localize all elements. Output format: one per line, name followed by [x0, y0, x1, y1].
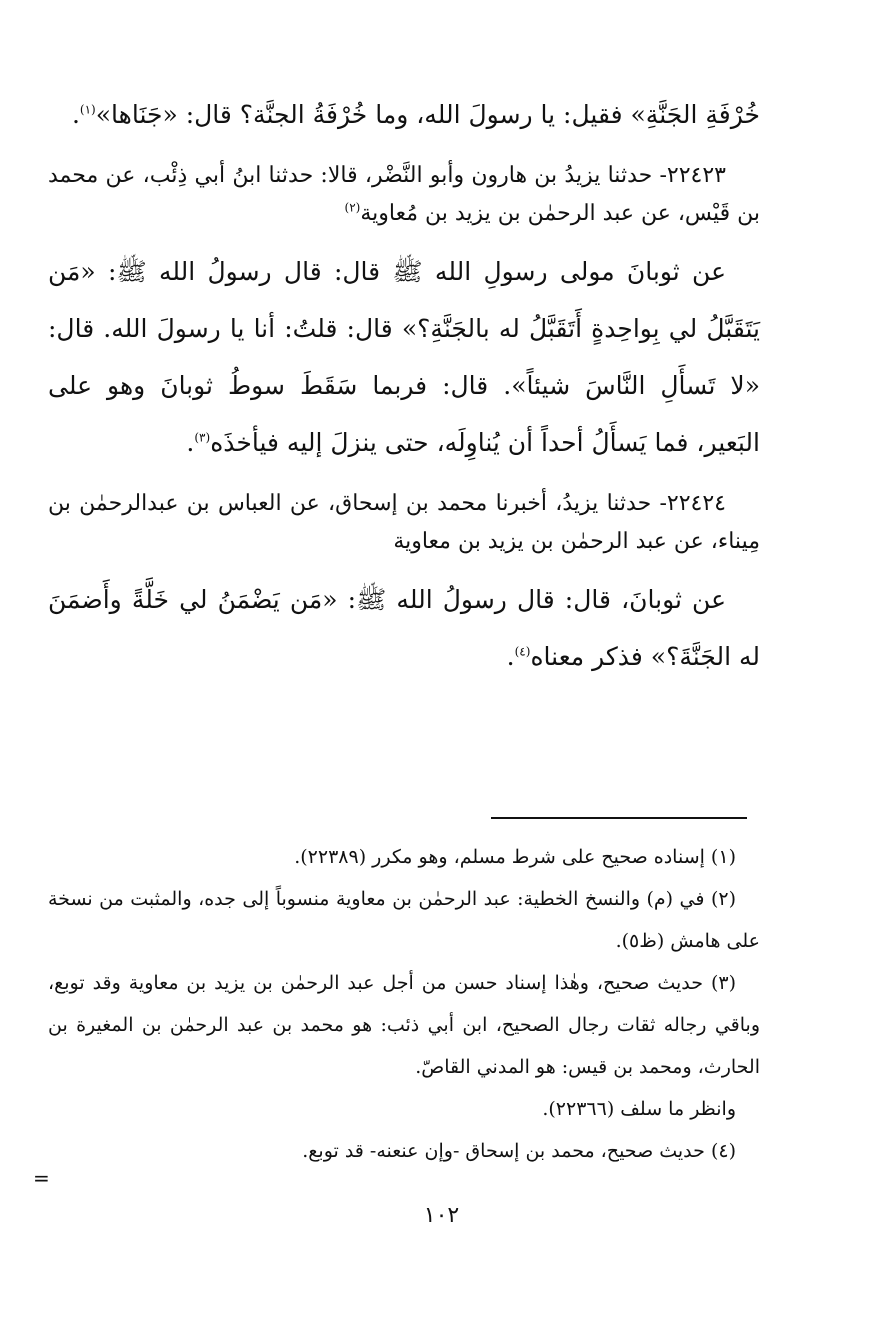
paragraph-tail: .	[506, 642, 515, 671]
footnote-3: (٣) حديث صحيح، وهٰذا إسناد حسن من أجل عبد الرحمٰن بن يزيد بن معاوية وقد توبع، وباقي رجاله ثقات رجال الصحيح، ابن أبي ذئب: هو محمد بن عبد الرحمٰن بن المغيرة بن الحارث، ومحمد بن قيس: هو المدني القاصّ.	[48, 972, 760, 1078]
paragraph-text: خُرْفَةِ الجَنَّةِ» فقيل: يا رسولَ الله، وما خُرْفَةُ الجنَّة؟ قال: «جَنَاها»	[95, 100, 760, 129]
footnote-3-see-also: وانظر ما سلف (٢٢٣٦٦).	[542, 1098, 736, 1120]
page-number: ١٠٢	[423, 1203, 460, 1228]
paragraph-text: ٢٢٤٢٣- حدثنا يزيدُ بن هارون وأبو النَّضْر، قالا: حدثنا ابنُ أبي ذِئْب، عن محمد بن قَيْس، عن عبد الرحمٰن بن يزيد بن مُعاوية	[48, 163, 760, 226]
footnote-ref-3: (٣)	[194, 430, 211, 445]
footnote-separator	[491, 817, 747, 819]
hadith-22424-isnad	[48, 485, 760, 561]
paragraph-text: عن ثوبانَ، قال: قال رسولُ الله ﷺ: «مَن يَضْمَنُ لي خَلَّةً وأَضمَنَ له الجَنَّةَ؟» فذكر معناه	[48, 585, 760, 671]
hadith-22423-isnad	[48, 157, 760, 233]
paragraph-text: عن ثوبانَ مولى رسولِ الله ﷺ قال: قال رسولُ الله ﷺ: «مَن يَتَقَبَّلُ لي بِواحِدةٍ أَتَقَبَّلُ له بالجَنَّةِ؟» قال: قلتُ: أنا يا رسولَ الله. قال: «لا تَسأَلِ النَّاسَ شيئاً». قال: فربما سَقَطَ سوطُ ثوبانَ وهو على البَعير، فما يَسأَلُ أحداً أن يُناوِلَه، حتى ينزلَ إليه فيأخذَه	[48, 257, 760, 457]
main-text	[48, 86, 760, 685]
footnote-4: (٤) حديث صحيح، محمد بن إسحاق -وإن عنعنه- قد توبع.	[302, 1140, 736, 1162]
footnotes	[48, 836, 760, 1172]
hadith-22423-matn	[48, 243, 760, 471]
paragraph-text: ٢٢٤٢٤- حدثنا يزيدُ، أخبرنا محمد بن إسحاق، عن العباس بن عبدالرحمٰن بن مِيناء، عن عبد الرحمٰن بن يزيد بن معاوية	[48, 491, 760, 554]
paragraph-tail: .	[71, 100, 80, 129]
footnote-ref-2: (٢)	[344, 200, 361, 215]
footnote-2: (٢) في (م) والنسخ الخطية: عبد الرحمٰن بن معاوية منسوباً إلى جده، والمثبت من نسخة على هامش (ظ٥).	[48, 888, 760, 952]
footnote-ref-4: (٤)	[514, 644, 531, 659]
footnote-1: (١) إسناده صحيح على شرط مسلم، وهو مكرر (٢٢٣٨٩).	[294, 846, 736, 868]
footnote-ref-1: (١)	[79, 102, 96, 117]
paragraph-continuation	[48, 86, 760, 143]
margin-mark: =	[33, 1166, 50, 1190]
hadith-22424-matn	[48, 571, 760, 685]
paragraph-tail: .	[186, 428, 195, 457]
